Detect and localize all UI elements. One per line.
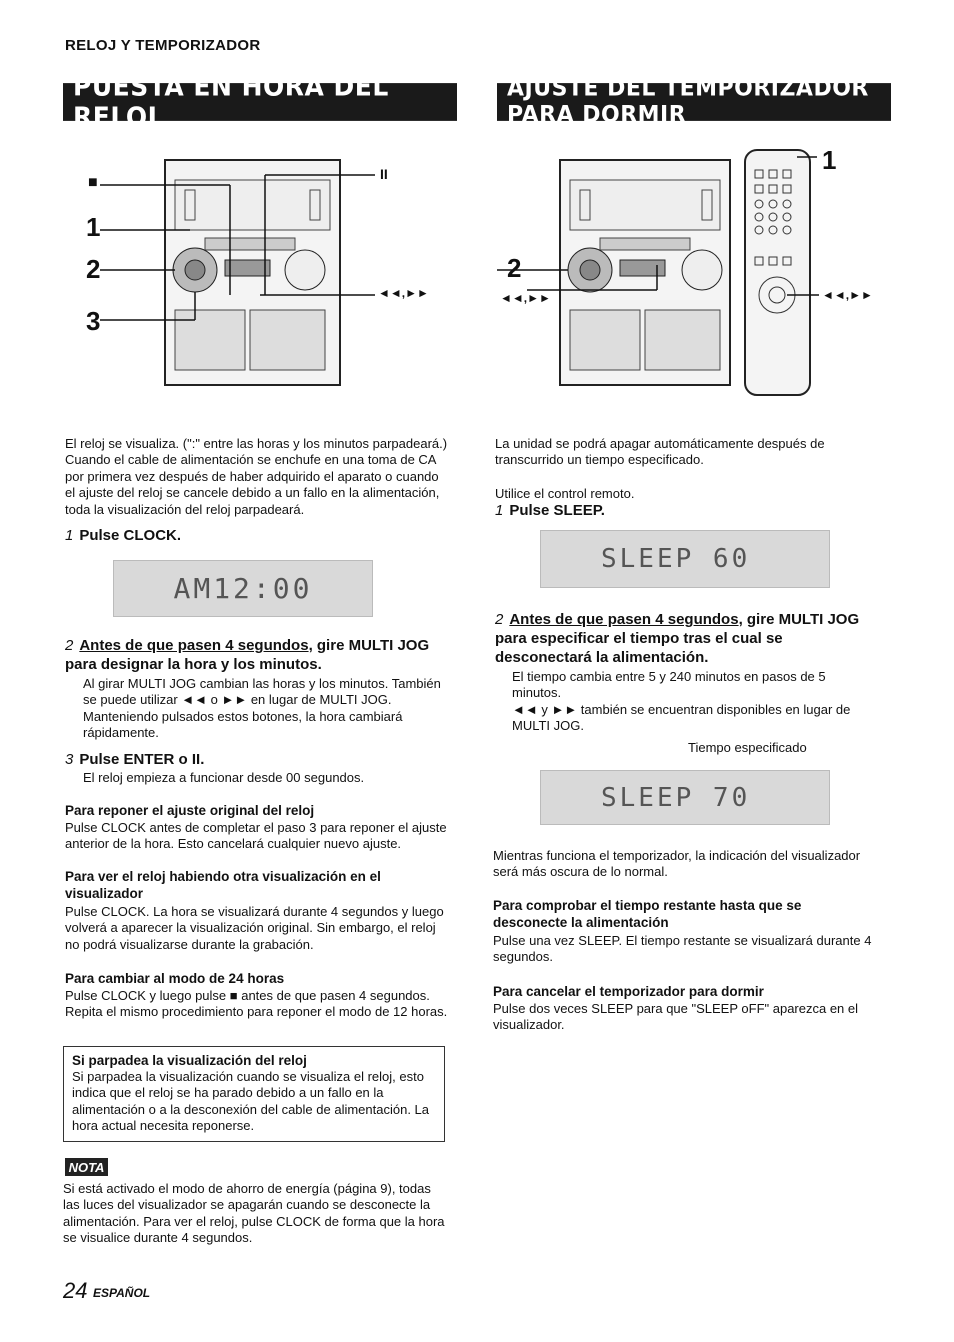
skip-label-right: ◄◄,►► [822,288,873,302]
clock-step-3-body: El reloj empieza a funcionar desde 00 segundos. [83,770,365,785]
step-number: 1 [495,502,504,519]
skip-label: ◄◄,►► [378,286,429,300]
stereo-figure-right [497,145,897,400]
nota-text: Si está activado el modo de ahorro de energía (página 9), todas las luces del visualizador se apagarán cuando se desconecte la alimentación. Para ver el reloj, pulse CLOCK de forma que la hora se visualice durante 4 segundos. [63,1181,445,1246]
section-tag: RELOJ Y TEMPORIZADOR [65,37,261,54]
step-number: 2 [495,611,504,628]
step-underlined: Antes de que pasen 4 segundos [509,611,739,628]
text-comprobar: Pulse una vez SLEEP. El tiempo restante se visualizará durante 4 segundos. [493,933,872,965]
page-number: 24 [63,1278,88,1303]
tiempo-label: Tiempo especificado [688,740,807,755]
heading-cancelar: Para cancelar el temporizador para dormir [493,984,764,999]
heading-ver: Para ver el reloj habiendo otra visualización en el visualizador [65,869,381,901]
step-number: 2 [65,637,74,654]
sleep-intro: La unidad se podrá apagar automáticamente después de transcurrido un tiempo especificado. [495,436,825,468]
heading-24h: Para cambiar al modo de 24 horas [65,971,285,986]
left-banner: PUESTA EN HORA DEL RELOJ [63,83,457,121]
sleep-step-2 [495,610,880,667]
step-text: Pulse CLOCK. [79,527,182,544]
lcd-sleep-display-1 [540,530,830,588]
step-text: Pulse SLEEP. [509,502,605,519]
callout-2: 2 [86,254,101,284]
sleep-step-2-body-2: ◄◄ y ►► también se encuentran disponibles en lugar de MULTI JOG. [512,702,851,734]
sleep-mientras: Mientras funciona el temporizador, la indicación del visualizador será más oscura de lo normal. [493,848,861,880]
stop-label: ■ [88,174,98,191]
clock-step-1 [65,526,452,545]
text-ver: Pulse CLOCK. La hora se visualizará durante 4 segundos y luego volverá a aparecer la visualización original. Sin embargo, el reloj no podrá visualizarse durante la grabación. [65,904,444,952]
sleep-remote: Utilice el control remoto. [495,486,635,501]
page-language: ESPAÑOL [93,1286,151,1300]
callout-1-right: 1 [822,145,837,175]
sleep-step-1 [495,501,878,520]
heading-comprobar: Para comprobar el tiempo restante hasta que se desconecte la alimentación [493,898,802,930]
lcd-clock-display [113,560,373,617]
step-number: 1 [65,527,74,544]
callout-3: 3 [86,306,101,336]
sleep-step-2-body-1: El tiempo cambia entre 5 y 240 minutos en pasos de 5 minutos. [512,669,826,701]
stereo-remote-illustration [497,145,897,400]
callout-1: 1 [86,212,101,242]
callout-2-right: 2 [507,253,522,283]
skip-label-left: ◄◄,►► [500,291,551,305]
heading-reponer: Para reponer el ajuste original del reloj [65,803,315,818]
step-text: , gire MULTI JOG para especificar el tiempo tras el cual se desconectará la alimentación. [495,611,860,666]
step-number: 3 [65,751,74,768]
clock-intro: El reloj se visualiza. (":" entre las horas y los minutos parpadeará.) Cuando el cable de alimentación se enchufe en una toma de CA por primera vez después de haber adquirido el aparato o cuando el ajuste del reloj se cancele debido a un fallo en la alimentación, toda la visualización del reloj parpadeará. [65,436,448,517]
lcd-sleep-text-2: SLEEP 70 [601,782,751,813]
info-box-body: Si parpadea la visualización cuando se visualiza el reloj, esto indica que el reloj se ha parado debido a un fallo en la alimentación o a la desconexión del cable de alimentación. La hora actual necesita reponerse. [72,1069,430,1134]
lcd-sleep-display-2 [540,770,830,825]
stereo-figure-left [80,150,460,400]
nota-badge: NOTA [65,1158,108,1176]
stereo-illustration [80,150,460,400]
info-box-title: Si parpadea la visualización del reloj [72,1053,307,1068]
clock-step-2 [65,636,455,674]
text-24h: Pulse CLOCK y luego pulse ■ antes de que pasen 4 segundos. Repita el mismo procedimiento para reponer el modo de 12 horas. [65,988,448,1020]
step-text: , gire MULTI JOG para designar la hora y los minutos. [65,637,430,673]
step-text: Pulse ENTER o II. [79,751,205,768]
text-cancelar: Pulse dos veces SLEEP para que "SLEEP oFF" aparezca en el visualizador. [493,1001,859,1033]
lcd-sleep-text-1: SLEEP 60 [601,544,751,574]
text-reponer: Pulse CLOCK antes de completar el paso 3 para reponer el ajuste anterior de la hora. Esto cancelará cualquier nuevo ajuste. [65,820,447,852]
clock-step-3 [65,750,452,769]
clock-step-2-body: Al girar MULTI JOG cambian las horas y los minutos. También se puede utilizar ◄◄ o ►► en lugar de MULTI JOG. Manteniendo pulsados estos botones, la hora cambiará rápidamente. [83,676,441,741]
info-box [63,1046,445,1142]
right-banner: AJUSTE DEL TEMPORIZADOR PARA DORMIR [497,83,891,121]
pause-label: II [380,166,388,182]
lcd-clock-text: AM12:00 [173,572,313,605]
step-underlined: Antes de que pasen 4 segundos [79,637,309,654]
